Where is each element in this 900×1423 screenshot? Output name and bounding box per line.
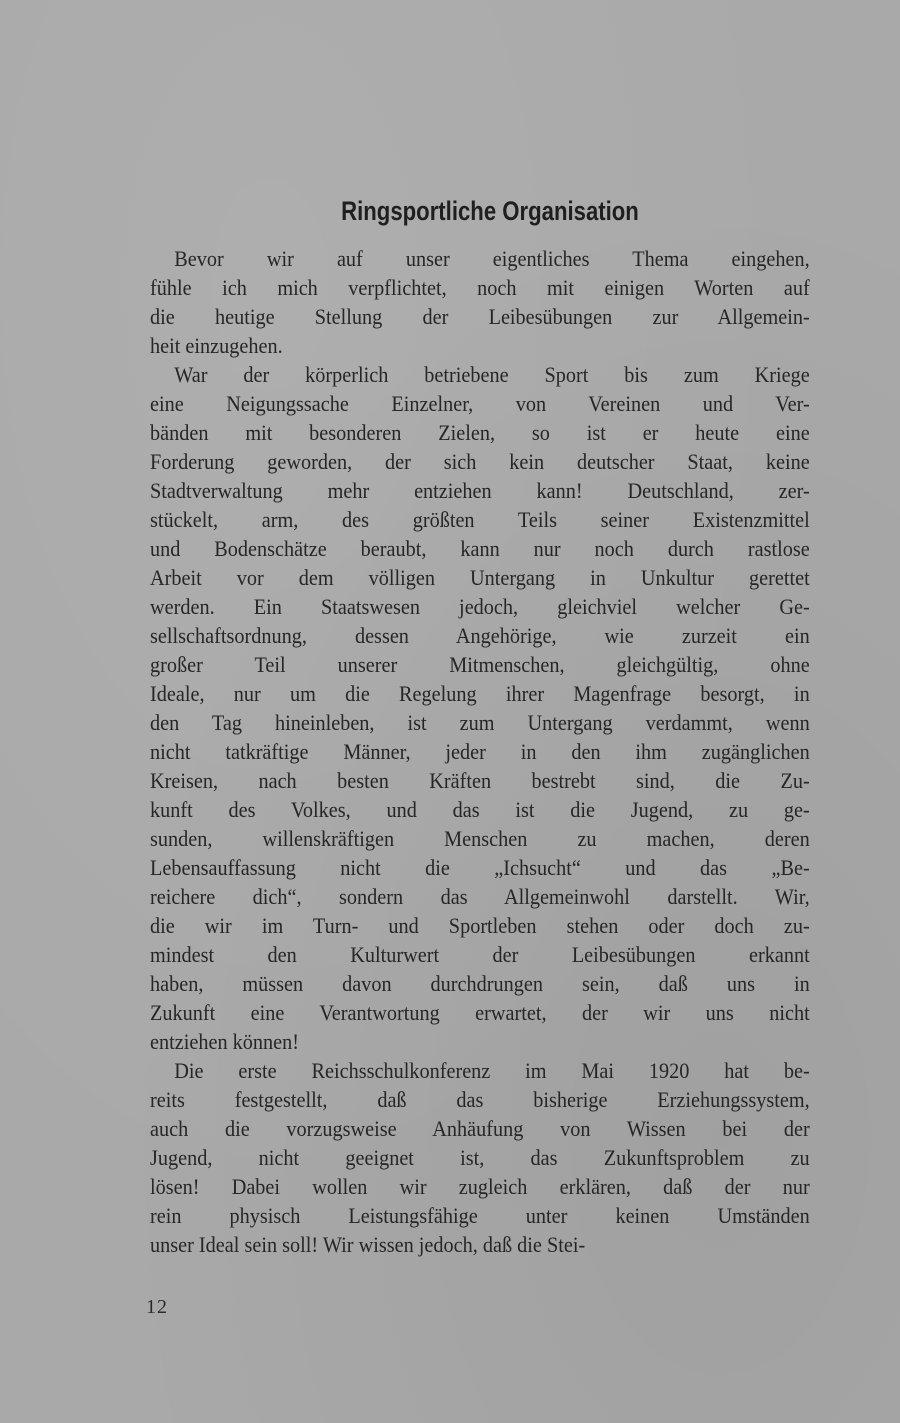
text-line: Bevor wir auf unser eigentliches Thema eingehen, — [174, 246, 810, 271]
text-line: die wir im Turn- und Sportleben stehen oder doch zu- — [150, 913, 810, 938]
text-line: die heutige Stellung der Leibesübungen zur Allgemein- — [150, 304, 810, 329]
text-line: Forderung geworden, der sich kein deutscher Staat, keine — [150, 449, 810, 474]
text-line: mindest den Kulturwert der Leibesübungen erkannt — [150, 942, 810, 967]
text-line: Lebensauffassung nicht die „Ichsucht“ und das „Be- — [150, 855, 810, 880]
text-line: werden. Ein Staatswesen jedoch, gleichviel welcher Ge- — [150, 594, 810, 619]
text-line: unser Ideal sein soll! Wir wissen jedoch, daß die Stei- — [150, 1232, 586, 1257]
text-line: haben, müssen davon durchdrungen sein, daß uns in — [150, 971, 810, 996]
text-line: Jugend, nicht geeignet ist, das Zukunftsproblem zu — [150, 1145, 810, 1170]
text-line: und Bodenschätze beraubt, kann nur noch durch rastlose — [150, 536, 810, 561]
text-line: Zukunft eine Verantwortung erwartet, der wir uns nicht — [150, 1000, 810, 1025]
text-line: stückelt, arm, des größten Teils seiner Existenzmittel — [150, 507, 810, 532]
text-line: Arbeit vor dem völligen Untergang in Unkultur gerettet — [150, 565, 810, 590]
text-line: Kreisen, nach besten Kräften bestrebt sind, die Zu- — [150, 768, 810, 793]
paragraph — [150, 1056, 810, 1259]
text-line: nicht tatkräftige Männer, jeder in den ihm zugänglichen — [150, 739, 810, 764]
text-line: War der körperlich betriebene Sport bis zum Kriege — [174, 362, 810, 387]
chapter-title: Ringsportliche Organisation — [341, 196, 639, 226]
text-line: eine Neigungssache Einzelner, von Vereinen und Ver- — [150, 391, 810, 416]
paragraph — [150, 244, 810, 360]
text-line: großer Teil unserer Mitmenschen, gleichgültig, ohne — [150, 652, 810, 677]
page-number: 12 — [146, 1296, 168, 1318]
text-line: rein physisch Leistungsfähige unter keinen Umständen — [150, 1203, 810, 1228]
paragraph — [150, 360, 810, 1056]
text-line: Die erste Reichsschulkonferenz im Mai 1920 hat be- — [174, 1058, 810, 1083]
text-line: den Tag hineinleben, ist zum Untergang verdammt, wenn — [150, 710, 810, 735]
body-text — [150, 244, 810, 1259]
text-line: fühle ich mich verpflichtet, noch mit einigen Worten auf — [150, 275, 810, 300]
text-line: auch die vorzugsweise Anhäufung von Wissen bei der — [150, 1116, 810, 1141]
text-line: bänden mit besonderen Zielen, so ist er heute eine — [150, 420, 810, 445]
text-line: reits festgestellt, daß das bisherige Erziehungssystem, — [150, 1087, 810, 1112]
text-line: kunft des Volkes, und das ist die Jugend, zu ge- — [150, 797, 810, 822]
text-line: entziehen können! — [150, 1029, 300, 1054]
text-line: lösen! Dabei wollen wir zugleich erklären, daß der nur — [150, 1174, 810, 1199]
text-line: sellschaftsordnung, dessen Angehörige, wie zurzeit ein — [150, 623, 810, 648]
text-line: Stadtverwaltung mehr entziehen kann! Deutschland, zer- — [150, 478, 810, 503]
text-line: reichere dich“, sondern das Allgemeinwohl darstellt. Wir, — [150, 884, 810, 909]
text-line: heit einzugehen. — [150, 333, 283, 358]
text-line: sunden, willenskräftigen Menschen zu machen, deren — [150, 826, 810, 851]
text-line: Ideale, nur um die Regelung ihrer Magenfrage besorgt, in — [150, 681, 810, 706]
